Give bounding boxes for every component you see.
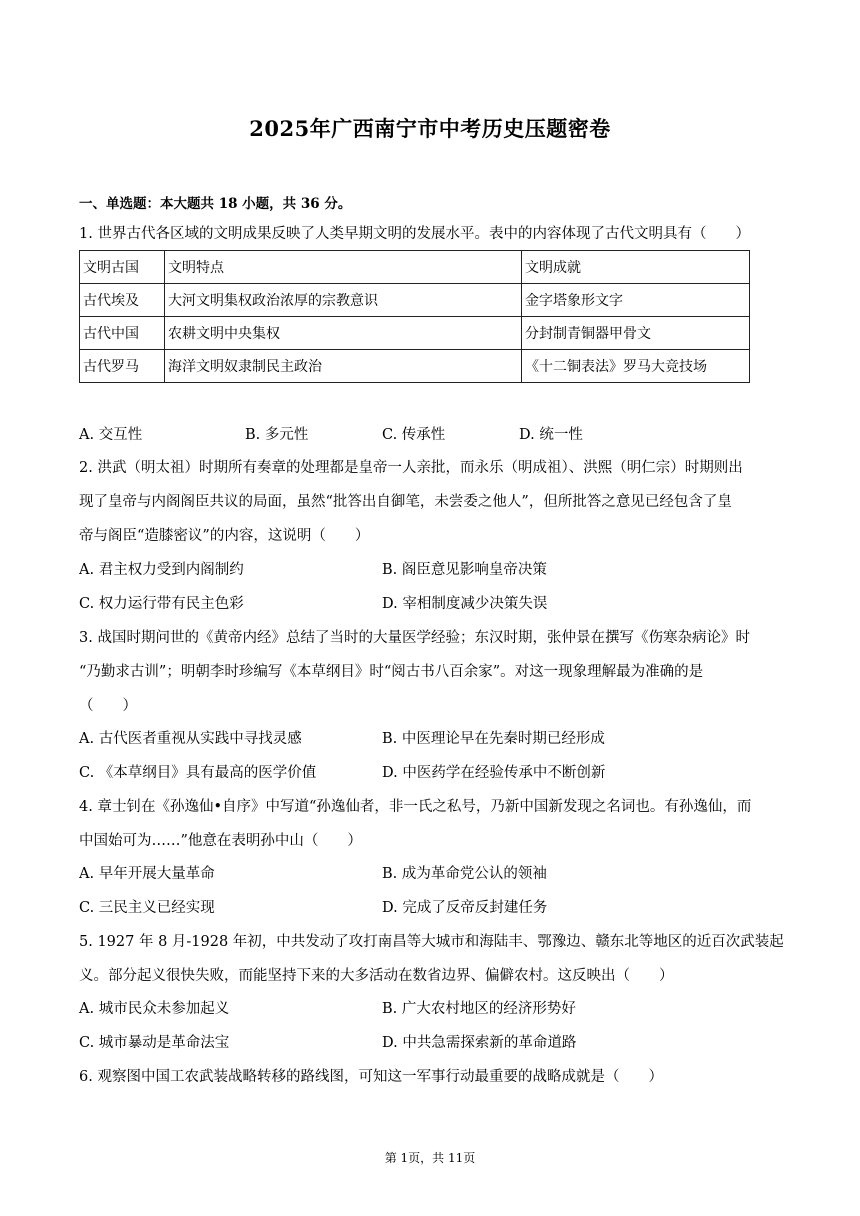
table-header-cell: 文明特点 [165, 251, 522, 284]
question-3-line: “乃勤求古训”；明朝李时珍编写《本草纲目》时“阅古书八百余家”。对这一现象理解最为准确的是 [79, 664, 704, 680]
question-3-line: 3. 战国时期问世的《黄帝内经》总结了当时的大量医学经验；东汉时期，张仲景在撰写《伤寒杂病论》时 [79, 630, 750, 646]
option-a: A. 早年开展大量革命 [79, 866, 215, 882]
question-4-line: 4. 章士钊在《孙逸仙•自序》中写道“孙逸仙者，非一氏之私号，乃新中国新发现之名词也。有孙逸仙，而 [79, 799, 752, 815]
option-a: A. 交互性 [79, 427, 143, 443]
option-b: B. 阁臣意见影响皇帝决策 [382, 562, 547, 578]
option-b: B. 中医理论早在先秦时期已经形成 [382, 731, 605, 747]
question-2-line: 现了皇帝与内阁阁臣共议的局面，虽然“批答出自御笔，未尝委之他人”，但所批答之意见已经包含了皇 [79, 494, 732, 510]
table-row [80, 317, 750, 350]
option-d: D. 中共急需探索新的革命道路 [382, 1035, 577, 1051]
table-cell: 金字塔象形文字 [522, 284, 750, 317]
question-5-line: 义。部分起义很快失败，而能坚持下来的大多活动在数省边界、偏僻农村。这反映出（ ） [79, 968, 674, 984]
question-5-line: 5. 1927 年 8 月-1928 年初，中共发动了攻打南昌等大城市和海陆丰、鄂豫边、赣东北等地区的近百次武装起 [79, 934, 784, 950]
option-b: B. 广大农村地区的经济形势好 [382, 1001, 576, 1017]
section-heading: 一、单选题：本大题共 18 小题，共 36 分。 [79, 196, 352, 212]
table-cell: 古代中国 [80, 317, 165, 350]
option-c: C. 传承性 [382, 427, 446, 443]
question-4-line: 中国始可为……”他意在表明孙中山（ ） [79, 833, 362, 849]
table-cell: 古代埃及 [80, 284, 165, 317]
option-d: D. 统一性 [519, 427, 583, 443]
table-header-row [80, 251, 750, 284]
page-footer: 第 1页，共 11页 [384, 1151, 476, 1165]
table-header-cell: 文明古国 [80, 251, 165, 284]
option-a: A. 城市民众未参加起义 [79, 1001, 230, 1017]
question-2-line: 2. 洪武（明太祖）时期所有奏章的处理都是皇帝一人亲批，而永乐（明成祖）、洪熙（明仁宗）时期则出 [79, 460, 743, 476]
option-c: C. 三民主义已经实现 [79, 900, 215, 916]
question-2-line: 帝与阁臣“造膝密议”的内容，这说明（ ） [79, 528, 370, 544]
option-c: C. 城市暴动是革命法宝 [79, 1035, 230, 1051]
question-3-line: （ ） [79, 698, 137, 714]
civilization-table [79, 250, 750, 383]
table-row [80, 284, 750, 317]
option-c: C. 权力运行带有民主色彩 [79, 596, 244, 612]
table-cell: 《十二铜表法》罗马大竞技场 [522, 350, 750, 383]
option-c: C. 《本草纲目》具有最高的医学价值 [79, 765, 317, 781]
option-d: D. 中医药学在经验传承中不断创新 [382, 765, 606, 781]
question-6-line: 6. 观察图中国工农武装战略转移的路线图，可知这一军事行动最重要的战略成就是（ ） [79, 1069, 663, 1085]
page-title: 2025年广西南宁市中考历史压题密卷 [249, 116, 611, 141]
table-header-cell: 文明成就 [522, 251, 750, 284]
question-1-stem: 1. 世界古代各区域的文明成果反映了人类早期文明的发展水平。表中的内容体现了古代文明具有（ ） [79, 226, 750, 242]
table-cell: 海洋文明奴隶制民主政治 [165, 350, 522, 383]
table-cell: 农耕文明中央集权 [165, 317, 522, 350]
table-cell: 古代罗马 [80, 350, 165, 383]
table-row [80, 350, 750, 383]
option-a: A. 君主权力受到内阁制约 [79, 562, 244, 578]
table-cell: 大河文明集权政治浓厚的宗教意识 [165, 284, 522, 317]
option-b: B. 多元性 [245, 427, 309, 443]
option-d: D. 宰相制度减少决策失误 [382, 596, 548, 612]
option-b: B. 成为革命党公认的领袖 [382, 866, 547, 882]
table-cell: 分封制青铜器甲骨文 [522, 317, 750, 350]
option-a: A. 古代医者重视从实践中寻找灵感 [79, 731, 302, 747]
option-d: D. 完成了反帝反封建任务 [382, 900, 548, 916]
